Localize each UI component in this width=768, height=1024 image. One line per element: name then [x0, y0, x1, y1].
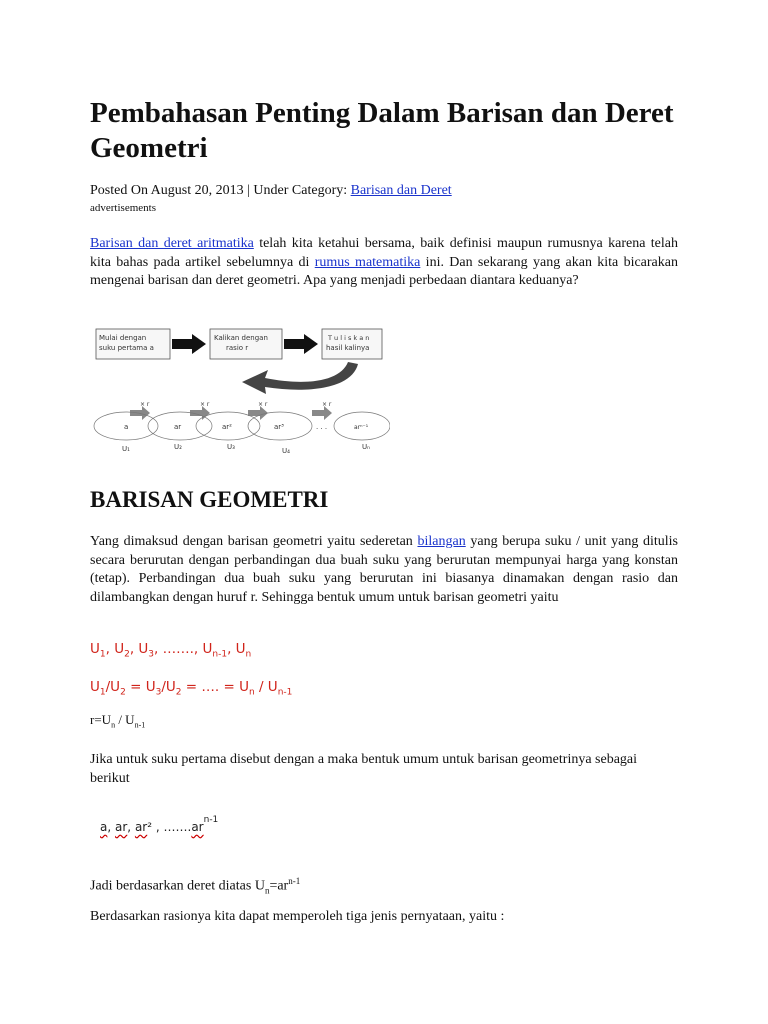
arrow-right-icon: [284, 334, 318, 354]
category-link[interactable]: Barisan dan Deret: [350, 183, 452, 198]
times-r-arrows: [130, 406, 332, 420]
times-r-label: × r: [140, 401, 150, 408]
page-title: Pembahasan Penting Dalam Barisan dan Deret Geometri: [90, 97, 674, 164]
general-sequence: a, ar, ar² , $\dots\dots.ar^{n-1}$: [100, 815, 219, 834]
r-formula: $r=U_n / U_{n-1}$: [90, 712, 146, 730]
definition-text-2: yang berupa suku / unit yang ditulis secara berurutan dengan perbandingan dua buah suku yang berurutan mempunyai harga yang konstan (tetap). Perbandingan dua buah suku yang berurutan ini biasanya dinamakan dengan rasio dan dilambangkan dengan huruf r. Sehingga bentuk umum untuk barisan geometri yaitu: [90, 534, 678, 605]
general-form-paragraph: Jika untuk suku pertama disebut dengan a maka bentuk umum untuk barisan geometrinya sebagai berikut: [90, 752, 638, 786]
intro-text-2: ini. Dan sekarang yang akan kita bicarakan mengenai barisan dan deret geometri. Apa yang menjadi perbedaan diantara keduanya?: [90, 254, 678, 288]
section-heading: BARISAN GEOMETRI: [90, 487, 329, 512]
aritmatika-link[interactable]: Barisan dan deret aritmatika: [90, 236, 254, 251]
term-a: a: [124, 423, 129, 431]
small-arrow-icon: [312, 406, 332, 420]
term-ar2: ar²: [222, 423, 232, 431]
label-u4: U₄: [282, 447, 290, 455]
diagram-box-2-line-1: Kalikan dengan: [214, 334, 268, 342]
diagram-box-1-line-1: Mulai dengan: [99, 334, 147, 342]
definition-text-1: Yang dimaksud dengan barisan geometri yaitu sederetan: [90, 534, 418, 549]
times-r-label: × r: [200, 401, 210, 408]
term-arn-1: arⁿ⁻¹: [354, 424, 369, 431]
post-meta: [90, 183, 452, 199]
rumus-matematika-link[interactable]: rumus matematika: [314, 254, 421, 270]
diagram-box-3-line-1: T u l i s k a n: [328, 334, 370, 342]
arrow-right-icon: [172, 334, 206, 354]
ratio-formula: $U_1/U_2 = U_3/U_2$ = …. = $U_n / U_{n-1}$: [90, 679, 293, 698]
label-u2: U₂: [174, 443, 182, 451]
sequence-formula: $U_1$, $U_2$, $U_3$, ……., $U_{n-1}$, $U_n$: [90, 641, 252, 660]
post-meta-text: Posted On August 20, 2013 | Under Category:: [90, 183, 351, 198]
small-arrow-icon: [130, 406, 150, 420]
small-arrow-icon: [248, 406, 268, 420]
ads-label: advertisements: [90, 202, 156, 214]
label-u3: U₃: [227, 443, 235, 451]
conclusion-paragraph: Jadi berdasarkan deret diatas $U_n=ar^{n-1}$: [90, 876, 301, 896]
intro-paragraph: [90, 235, 678, 291]
term-ar: ar: [174, 423, 182, 431]
diagram-box-2-line-2: rasio r: [226, 344, 249, 352]
term-ar3: ar³: [274, 423, 284, 431]
geometric-sequence-diagram: [90, 320, 390, 458]
term-ellipsis: . . .: [316, 423, 328, 431]
diagram-box-3-line-2: hasil kalinya: [326, 344, 370, 352]
diagram-box-1-line-2: suku pertama a: [99, 344, 154, 352]
times-r-label: × r: [258, 401, 268, 408]
conclusion-text: Jadi berdasarkan deret diatas U: [90, 878, 265, 894]
definition-paragraph: [90, 533, 678, 607]
conclusion-eq: =ar: [269, 878, 289, 894]
return-arrow-icon: [242, 362, 358, 394]
label-un: Uₙ: [362, 443, 370, 451]
ratio-types-paragraph: Berdasarkan rasionya kita dapat memperoleh tiga jenis pernyataan, yaitu :: [90, 909, 505, 924]
label-u1: U₁: [122, 445, 130, 453]
bilangan-link[interactable]: bilangan: [417, 534, 466, 549]
times-r-label: × r: [322, 401, 332, 408]
intro-text-1: telah kita ketahui bersama, baik definisi maupun rumusnya karena telah kita bahas pada artikel sebelumnya di: [90, 236, 678, 270]
